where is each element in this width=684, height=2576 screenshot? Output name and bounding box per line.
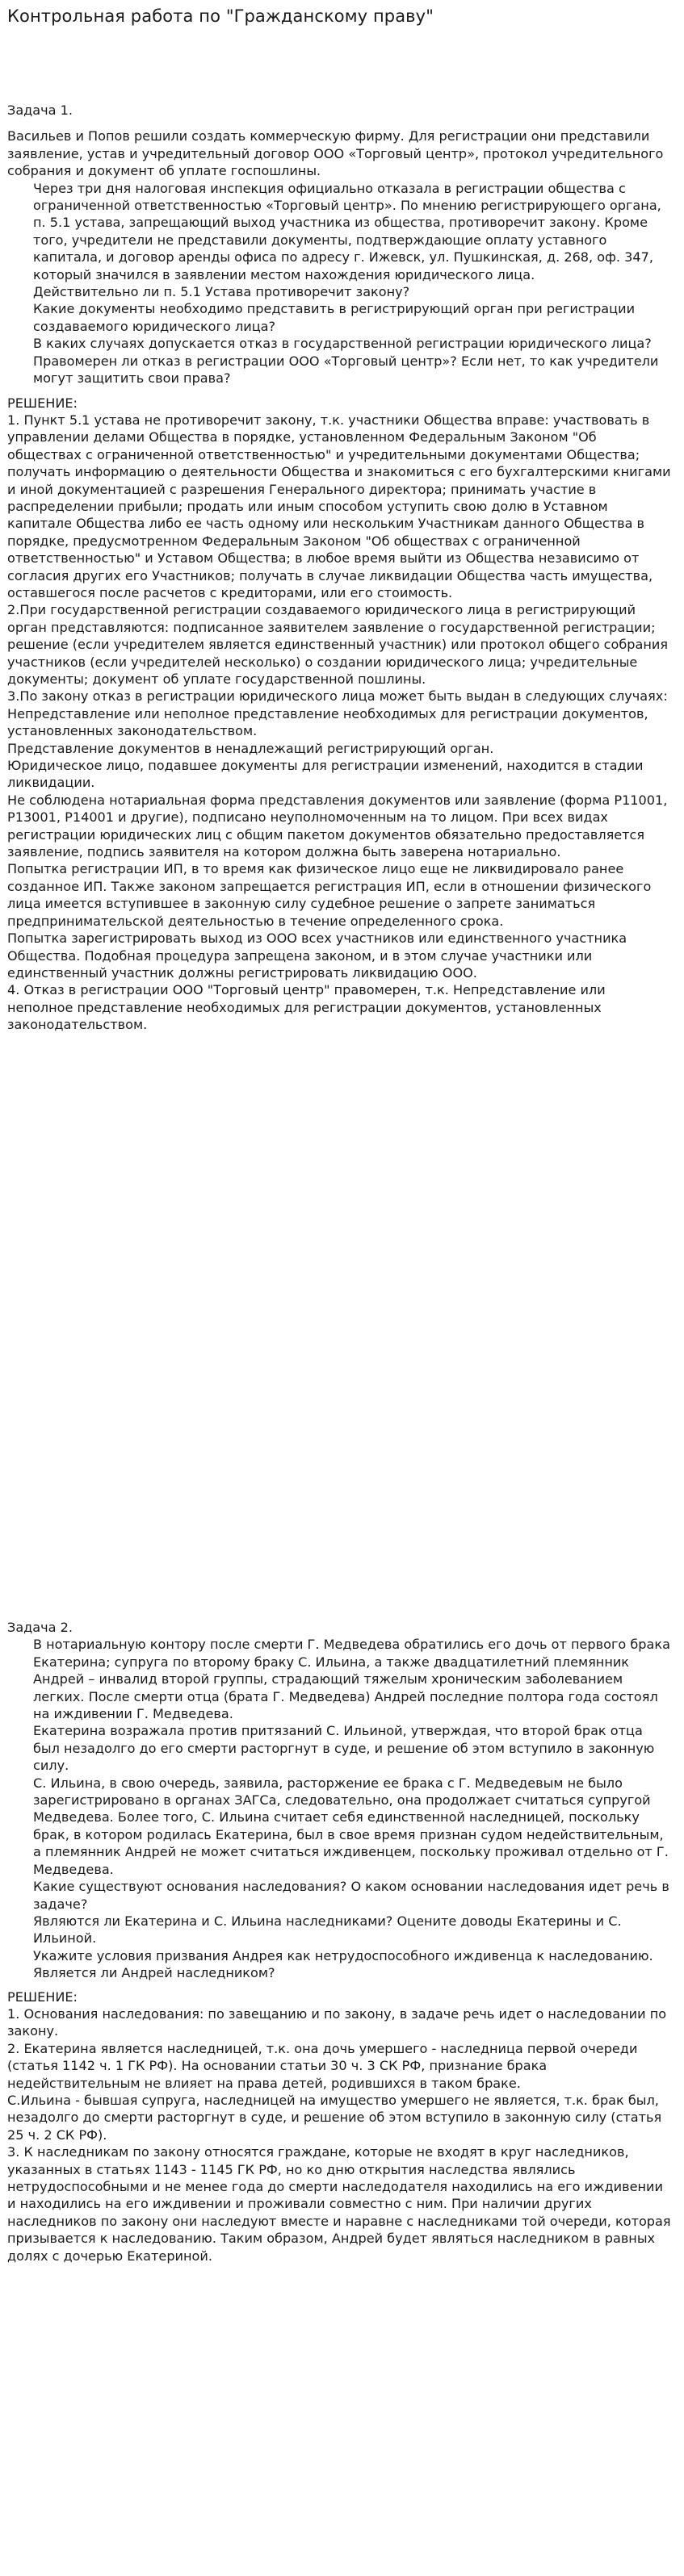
task-2-solution-item: 2. Екатерина является наследницей, т.к. она дочь умершего - наследница первой очереди (статья 1142 ч. 1 ГК РФ). На основании статьи 30 ч. 3 СК РФ, признание брака недействительным не влияет на права детей, родившихся в таком браке. bbox=[7, 2040, 638, 2091]
task-1-question: Какие документы необходимо представить в регистрирующий орган при регистрации создаваемого юридического лица? bbox=[33, 301, 636, 334]
task-1-solution-item: Попытка зарегистрировать выход из ООО всех участников или единственного участника Общества. Подобная процедура запрещена законом, и в этом случае участники или единственный участник должны регистрировать ликвидацию ООО. bbox=[7, 930, 627, 981]
task-2-paragraph: В нотариальную контору после смерти Г. Медведева обратились его дочь от первого брака Екатерина; супруга по второму браку С. Ильина, а также двадцатилетний племянник Андрей – инвалид второй группы, страдающий тяжелым хроническим заболеванием легких. После смерти отца (брата Г. Медведева) Андрей последние полтора года состоял на иждивении Г. Медведева. bbox=[33, 1637, 670, 1722]
task-2-solution-label: РЕШЕНИЕ: bbox=[7, 1988, 78, 2005]
task-2-solution-item: С.Ильина - бывшая супруга, наследницей на имущество умершего не является, т.к. брак был, незадолго до смерти расторгнут в суде, и решение об этом вступило в законную силу (статья 25 ч. 2 СК РФ). bbox=[7, 2092, 662, 2143]
task-1-solution-item: Не соблюдена нотариальная форма представления документов или заявление (форма Р11001, Р13001, Р14001 и другие), подписано неуполномоченным на то лицом. При всех видах регистрации юридических лиц с общим пакетом документов обязательно предоставляется заявление, подпись заявителя на котором должна быть заверена нотариально. bbox=[7, 792, 668, 860]
task-1-paragraph: Васильев и Попов решили создать коммерческую фирму. Для регистрации они представили заявление, устав и учредительный договор ООО «Торговый центр», протокол учредительного собрания и документ об уплате госпошлины. bbox=[7, 128, 664, 179]
task-1-solution-item: Юридическое лицо, подавшее документы для регистрации изменений, находится в стадии ликвидации. bbox=[7, 758, 644, 791]
task-1-solution-label: РЕШЕНИЕ: bbox=[7, 395, 78, 411]
task-1-solution-item: Попытка регистрации ИП, в то время как физическое лицо еще не ликвидировало ранее созданное ИП. Также законом запрещается регистрация ИП, если в отношении физического лица имеется вступившее в законную силу судебное решение о запрете заниматься предпринимательской деятельностью в течение определенного срока. bbox=[7, 861, 652, 929]
task-1-paragraph: Через три дня налоговая инспекция официально отказала в регистрации общества с ограниченной ответственностью «Торговый центр». По мнению регистрирующего органа, п. 5.1 устава, запрещающий выход участника из общества, противоречит закону. Кроме того, учредители не представили документы, подтверждающие оплату уставного капитала, и договор аренды офиса по адресу г. Ижевск, ул. Пушкинская, д. 268, оф. 347, который значился в заявлении местом нахождения юридического лица. bbox=[33, 180, 661, 282]
task-1-solution-item: 3.По закону отказ в регистрации юридического лица может быть выдан в следующих случаях: bbox=[7, 688, 668, 705]
task-2 bbox=[7, 1619, 673, 2264]
task-2-solution-item: 1. Основания наследования: по завещанию и по закону, в задаче речь идет о наследовании по закону. bbox=[7, 2005, 667, 2039]
task-2-solution-item: 3. К наследникам по закону относятся граждане, которые не входят в круг наследников, указанных в статьях 1143 - 1145 ГК РФ, но ко дню открытия наследства являлись нетрудоспособными и не менее года до смерти наследодателя находились на его иждивении и находились на его иждивении и проживали совместно с ним. При наличии других наследников по закону они наследуют вместе и наравне с наследниками той очереди, которая призывается к наследованию. Таким образом, Андрей будет являться наследником в равных долях с дочерью Екатериной. bbox=[7, 2144, 671, 2264]
task-1-solution-item: 1. Пункт 5.1 устава не противоречит закону, т.к. участники Общества вправе: участвовать в управлении делами Общества в порядке, установленном Федеральным Законом "Об обществах с ограниченной ответственностью" и учредительными документами Общества; получать информацию о деятельности Общества и знакомиться с его бухгалтерскими книгами и иной документацией с разрешения Генерального директора; принимать участие в распределении прибыли; продать или иным способом уступить свою долю в Уставном капитале Общества либо ее часть одному или нескольким Участникам данного Общества в порядке, предусмотренном Федеральным Законом "Об обществах с ограниченной ответственностью" и Уставом Общества; в любое время выйти из Общества независимо от согласия других его Участников; получать в случае ликвидации Общества часть имущества, оставшегося после расчетов с кредиторами, или его стоимость. bbox=[7, 412, 671, 600]
task-1-solution-item: Представление документов в ненадлежащий регистрирующий орган. bbox=[7, 740, 494, 756]
task-1-question: В каких случаях допускается отказ в государственной регистрации юридического лица? bbox=[33, 336, 652, 352]
task-1-question: Действительно ли п. 5.1 Устава противоречит закону? bbox=[33, 284, 410, 300]
task-2-question: Являются ли Екатерина и С. Ильина наследниками? Оцените доводы Екатерины и С. Ильиной. bbox=[33, 1913, 622, 1947]
task-1-solution-item: 4. Отказ в регистрации ООО "Торговый центр" правомерен, т.к. Непредставление или неполное представление необходимых для регистрации документов, установленных законодательством. bbox=[7, 982, 606, 1033]
task-2-heading: Задача 2. bbox=[7, 1620, 73, 1635]
task-1-solution-item: Непредставление или неполное представление необходимых для регистрации документов, установленных законодательством. bbox=[7, 705, 648, 739]
task-2-paragraph: С. Ильина, в свою очередь, заявила, расторжение ее брака с Г. Медведевым не было зарегистрировано в органах ЗАГСа, следовательно, она продолжает считаться супругой Медведева. Более того, С. Ильина считает себя единственной наследницей, поскольку брак, в котором родилась Екатерина, был в свое время признан судом недействительным, а племянник Андрей не может считаться иждивенцем, поскольку проживал отдельно от Г. Медведева. bbox=[33, 1775, 669, 1877]
task-1 bbox=[7, 102, 673, 1034]
task-1-question: Правомерен ли отказ в регистрации ООО «Торговый центр»? Если нет, то как учредители могут защитить свои права? bbox=[33, 353, 659, 387]
task-2-question: Укажите условия призвания Андрея как нетрудоспособного иждивенца к наследованию. Является ли Андрей наследником? bbox=[33, 1947, 653, 1981]
task-2-paragraph: Екатерина возражала против притязаний С. Ильиной, утверждая, что второй брак отца был незадолго до его смерти расторгнут в суде, и решение об этом вступило в законную силу. bbox=[33, 1723, 655, 1774]
task-1-heading: Задача 1. bbox=[7, 102, 73, 118]
page-title: Контрольная работа по "Гражданскому праву" bbox=[7, 6, 434, 26]
task-1-solution-item: 2.При государственной регистрации создаваемого юридического лица в регистрирующий орган представляются: подписанное заявителем заявление о государственной регистрации; решение (если учредителем является единственный участник) или протокол общего собрания участников (если учредителей несколько) о создании юридического лица; учредительные документы; документ об уплате государственной пошлины. bbox=[7, 602, 669, 687]
task-2-question: Какие существуют основания наследования? О каком основании наследования идет речь в задаче? bbox=[33, 1879, 669, 1912]
